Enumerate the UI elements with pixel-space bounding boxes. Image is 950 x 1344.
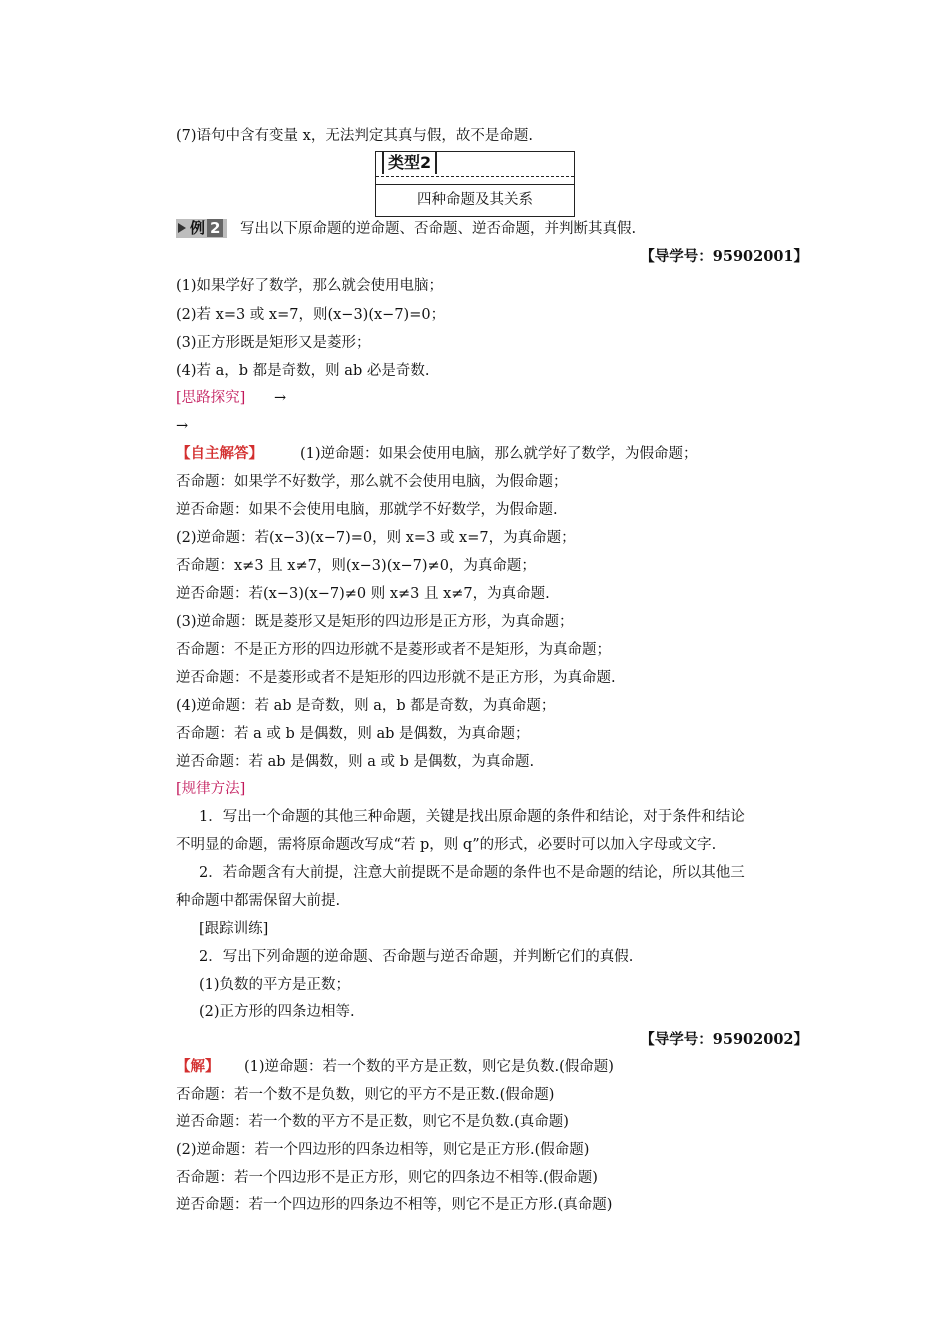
track-question: 2．写出下列命题的逆命题、否命题与逆否命题，并判断它们的真假.: [199, 949, 634, 965]
type-title: 四种命题及其关系: [417, 192, 533, 208]
answer-line: 否命题：x≠3 且 x≠7，则(x−3)(x−7)≠0，为真命题；: [176, 558, 536, 574]
rule-line: 种命题中都需保留大前提.: [176, 893, 341, 909]
answer-line: (1)逆命题：如果会使用电脑，那么就学好了数学，为假命题；: [300, 446, 698, 462]
rule-line: 2．若命题含有大前提，注意大前提既不是命题的条件也不是命题的结论，所以其他三: [199, 865, 745, 881]
solution-line: 逆否命题：若一个数的平方不是正数，则它不是负数.(真命题): [176, 1114, 569, 1130]
solution-line: (2)逆命题：若一个四边形的四条边相等，则它是正方形.(假命题): [176, 1142, 590, 1158]
answer-line: 逆否命题：若(x−3)(x−7)≠0 则 x≠3 且 x≠7，为真命题.: [176, 586, 550, 602]
answer-line: (4)逆命题：若 ab 是奇数，则 a，b 都是奇数，为真命题；: [176, 698, 556, 714]
answer-line: (3)逆命题：既是菱形又是矩形的四边形是正方形，为真命题；: [176, 614, 574, 630]
rule-line: 不明显的命题，需将原命题改写成“若 p，则 q”的形式，必要时可以加入字母或文字.: [176, 837, 717, 853]
divider: [376, 184, 574, 185]
example-text: 写出以下原命题的逆命题、否命题、逆否命题，并判断其真假.: [240, 221, 637, 237]
question-2: (2)若 x=3 或 x=7，则(x−3)(x−7)=0；: [176, 307, 446, 323]
question-4: (4)若 a，b 都是奇数，则 ab 必是奇数.: [176, 363, 430, 379]
think-label: [思路探究]: [176, 390, 246, 406]
intro-line: (7)语句中含有变量 x，无法判定其真与假，故不是命题.: [176, 128, 533, 144]
answer-line: 否命题：若 a 或 b 是偶数，则 ab 是偶数，为真命题；: [176, 726, 530, 742]
solution-label: 【解】: [176, 1058, 220, 1075]
track-item: (1)负数的平方是正数；: [199, 977, 351, 993]
example-label: 例: [190, 219, 206, 237]
self-answer-label: 【自主解答】: [176, 445, 263, 462]
solution-line: 否命题：若一个四边形不是正方形，则它的四条边不相等.(假命题): [176, 1170, 598, 1186]
rule-label: [规律方法]: [176, 781, 246, 797]
example-number: 2: [207, 219, 223, 237]
rule-line: 1．写出一个命题的其他三种命题，关键是找出原命题的条件和结论，对于条件和结论: [199, 809, 745, 825]
question-1: (1)如果学好了数学，那么就会使用电脑；: [176, 278, 444, 294]
answer-line: 逆否命题：若 ab 是偶数，则 a 或 b 是偶数，为真命题.: [176, 754, 535, 770]
arrow: →: [176, 418, 189, 434]
track-label: [跟踪训练]: [199, 921, 269, 937]
answer-line: (2)逆命题：若(x−3)(x−7)=0，则 x=3 或 x=7，为真命题；: [176, 530, 576, 546]
type-tag: 类型2: [382, 152, 437, 174]
answer-line: 否命题：如果学不好数学，那么就不会使用电脑，为假命题；: [176, 474, 568, 490]
example-badge: [176, 219, 227, 238]
solution-line: 逆否命题：若一个四边形的四条边不相等，则它不是正方形.(真命题): [176, 1197, 613, 1213]
question-3: (3)正方形既是矩形又是菱形；: [176, 335, 371, 351]
divider: [376, 176, 574, 177]
solution-line: (1)逆命题：若一个数的平方是正数，则它是负数.(假命题): [244, 1059, 614, 1075]
section-type-box: [375, 151, 575, 217]
answer-line: 逆否命题：如果不会使用电脑，那就学不好数学，为假命题.: [176, 502, 558, 518]
guide-number-2: 【导学号：95902002】: [640, 1031, 808, 1048]
track-item: (2)正方形的四条边相等.: [199, 1004, 355, 1020]
arrow: →: [274, 390, 287, 406]
answer-line: 否命题：不是正方形的四边形就不是菱形或者不是矩形，为真命题；: [176, 642, 611, 658]
guide-number-1: 【导学号：95902001】: [640, 248, 808, 265]
solution-line: 否命题：若一个数不是负数，则它的平方不是正数.(假命题): [176, 1087, 555, 1103]
answer-line: 逆否命题：不是菱形或者不是矩形的四边形就不是正方形，为真命题.: [176, 670, 616, 686]
